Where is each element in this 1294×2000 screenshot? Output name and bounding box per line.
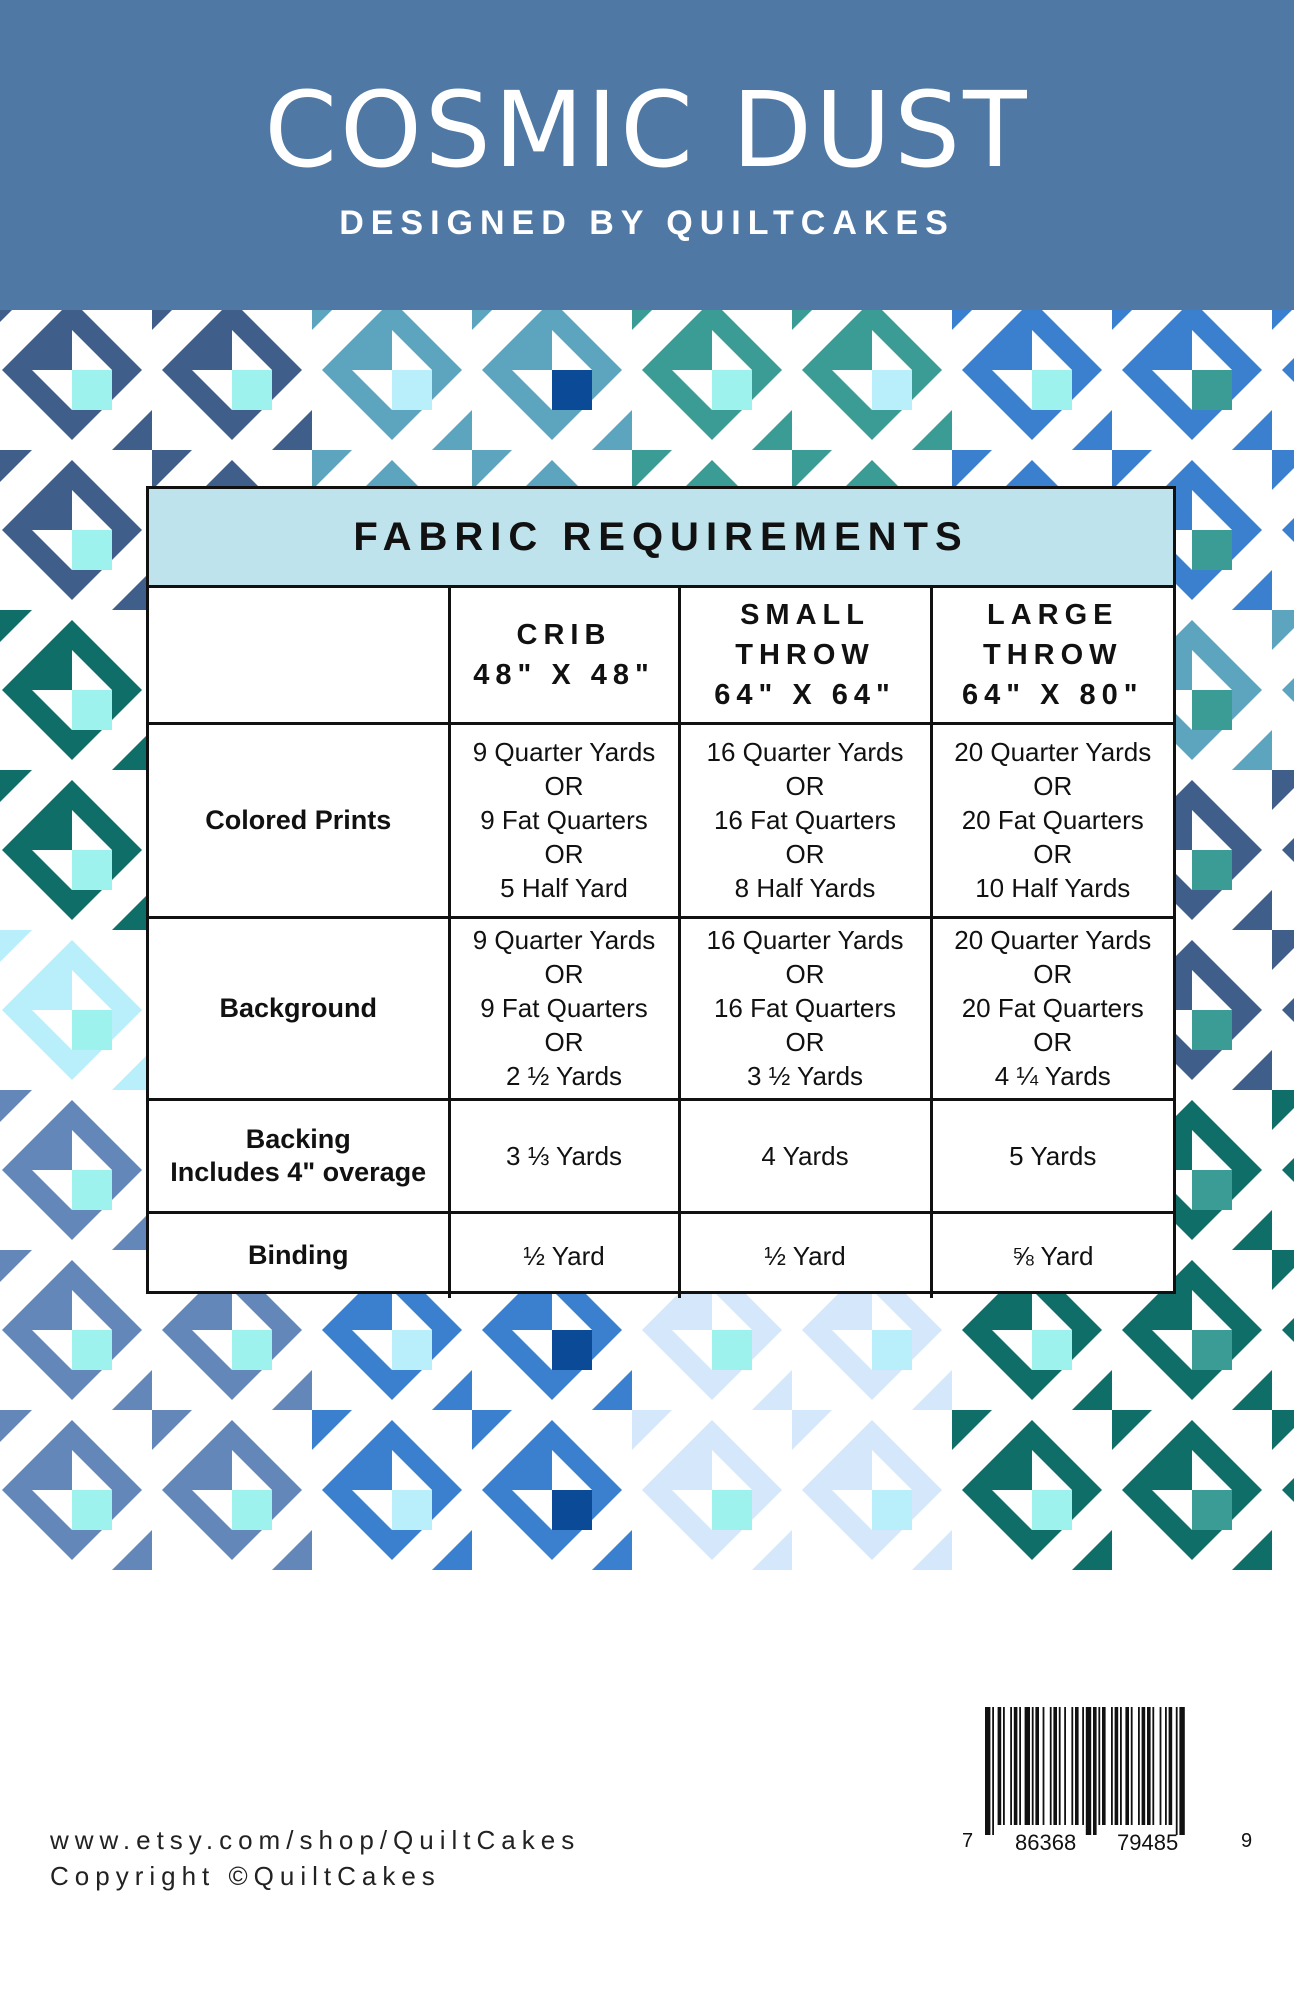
cell-binding-large-throw: ⅝ Yard (931, 1212, 1173, 1298)
barcode-bar (1082, 1707, 1084, 1825)
barcode-bar (1075, 1707, 1079, 1825)
quilt-patch (792, 450, 832, 490)
cell-background-crib (449, 917, 679, 1099)
quilt-patch (752, 1370, 792, 1410)
quilt-patch (432, 1530, 472, 1570)
empty-corner-cell (149, 588, 449, 723)
barcode-bar (1147, 1707, 1151, 1825)
value-line: OR (544, 959, 584, 989)
quilt-square (72, 1170, 112, 1210)
value-line: 20 Fat Quarters (961, 805, 1144, 835)
barcode-bar (1019, 1707, 1021, 1825)
cell-background-large-throw (931, 917, 1173, 1099)
column-header-crib (449, 588, 679, 723)
value-line: 5 Half Yard (500, 873, 628, 903)
quilt-square (392, 1490, 432, 1530)
row-label-background: Background (149, 917, 449, 1099)
quilt-patch (112, 410, 152, 450)
quilt-patch (752, 410, 792, 450)
quilt-square (712, 1330, 752, 1370)
barcode-bar (1053, 1707, 1057, 1825)
quilt-patch (1282, 940, 1294, 1080)
quilt-patch (472, 450, 512, 490)
quilt-patch (912, 1530, 952, 1570)
quilt-patch (472, 310, 512, 330)
quilt-patch (1272, 770, 1294, 810)
barcode-bar (1142, 1707, 1146, 1825)
barcode-group-2: 79485 (1117, 1830, 1179, 1855)
value-line: 16 Quarter Yards (706, 925, 904, 955)
barcode-bar (985, 1707, 990, 1835)
value-line: OR (1033, 959, 1073, 989)
barcode-bar (1059, 1707, 1061, 1825)
copyright-text: Copyright ©QuiltCakes (50, 1861, 441, 1891)
value-line: OR (544, 1027, 584, 1057)
quilt-square (232, 1330, 272, 1370)
quilt-square (232, 370, 272, 410)
quilt-square (72, 1010, 112, 1050)
barcode-digit-left: 7 (962, 1830, 974, 1852)
quilt-patch (1112, 450, 1152, 490)
header-line: SMALL (740, 598, 870, 631)
table-title: FABRIC REQUIREMENTS (149, 489, 1173, 588)
value-line: 16 Fat Quarters (713, 805, 897, 835)
barcode-bar (1086, 1707, 1091, 1835)
cell-binding-small-throw: ½ Yard (679, 1212, 931, 1298)
cell-binding-crib: ½ Yard (449, 1212, 679, 1298)
quilt-patch (1282, 780, 1294, 920)
barcode-digit-right: 9 (1241, 1830, 1253, 1852)
value-line: 9 Quarter Yards (472, 737, 656, 767)
quilt-patch (1272, 310, 1294, 330)
quilt-square (1032, 1330, 1072, 1370)
value-line: OR (1033, 771, 1073, 801)
quilt-patch (1232, 1530, 1272, 1570)
quilt-patch (952, 450, 992, 490)
value-line: 16 Quarter Yards (706, 737, 904, 767)
quilt-patch (0, 1250, 32, 1290)
quilt-square (1192, 1330, 1232, 1370)
quilt-patch (0, 1410, 32, 1450)
barcode-bar (1050, 1707, 1052, 1825)
quilt-patch (272, 1530, 312, 1570)
quilt-square (712, 1490, 752, 1530)
quilt-square (72, 530, 112, 570)
barcode-bar (1043, 1707, 1045, 1825)
quilt-patch (1282, 1260, 1294, 1400)
barcode-bar (1102, 1707, 1106, 1825)
barcode-bar (1010, 1707, 1012, 1825)
barcode-bar (1115, 1707, 1119, 1825)
quilt-patch (1282, 620, 1294, 760)
barcode-bar (998, 1707, 1002, 1825)
value-line: OR (785, 839, 825, 869)
quilt-patch (592, 1370, 632, 1410)
backing-note: Includes 4" overage (170, 1156, 427, 1187)
header-line: 64" X 80" (962, 678, 1144, 711)
row-background (149, 917, 1173, 1099)
quilt-patch (1272, 610, 1294, 650)
column-header-small-throw (679, 588, 931, 723)
footer-text (50, 1822, 580, 1894)
barcode-bar (1179, 1707, 1184, 1835)
quilt-patch (0, 310, 32, 330)
quilt-patch (912, 1370, 952, 1410)
quilt-patch (1272, 1410, 1294, 1450)
quilt-patch (152, 310, 192, 330)
quilt-patch (1232, 1050, 1272, 1090)
quilt-square (1032, 370, 1072, 410)
value-line: 8 Half Yards (734, 873, 876, 903)
quilt-patch (1272, 1250, 1294, 1290)
barcode-bar (1176, 1707, 1178, 1835)
quilt-patch (1232, 890, 1272, 930)
barcode-bar (1032, 1707, 1034, 1825)
quilt-square (72, 1330, 112, 1370)
value-line: OR (785, 959, 825, 989)
value-line: OR (785, 1027, 825, 1057)
barcode-bar (1169, 1707, 1173, 1825)
quilt-patch (1072, 1370, 1112, 1410)
quilt-patch (272, 1370, 312, 1410)
quilt-patch (752, 1530, 792, 1570)
quilt-patch (312, 1410, 352, 1450)
pattern-title: COSMIC DUST (264, 69, 1030, 191)
quilt-patch (0, 770, 32, 810)
quilt-square (552, 1330, 592, 1370)
quilt-square (1192, 690, 1232, 730)
quilt-square (72, 370, 112, 410)
quilt-square (392, 370, 432, 410)
row-label-colored-prints: Colored Prints (149, 723, 449, 917)
quilt-patch (0, 1090, 32, 1130)
quilt-patch (432, 410, 472, 450)
quilt-patch (632, 1410, 672, 1450)
quilt-patch (0, 610, 32, 650)
cell-backing-large-throw: 5 Yards (931, 1099, 1173, 1212)
quilt-patch (1112, 1410, 1152, 1450)
barcode-bar (1165, 1707, 1167, 1825)
quilt-square (872, 370, 912, 410)
quilt-square (872, 1490, 912, 1530)
website-link[interactable]: www.etsy.com/shop/QuiltCakes (50, 1825, 581, 1855)
barcode-bar (992, 1707, 994, 1835)
fabric-requirements-table (146, 486, 1176, 1294)
barcode (952, 1697, 1262, 1857)
barcode-bar (1093, 1707, 1097, 1835)
cell-backing-crib: 3 ⅓ Yards (449, 1099, 679, 1212)
barcode-bar (1003, 1707, 1005, 1825)
quilt-patch (432, 1370, 472, 1410)
value-line: 3 ½ Yards (746, 1061, 864, 1091)
quilt-square (1192, 1010, 1232, 1050)
barcode-bar (1160, 1707, 1162, 1825)
quilt-patch (472, 1410, 512, 1450)
quilt-patch (1072, 410, 1112, 450)
header-line: CRIB (516, 618, 612, 651)
quilt-patch (1282, 1100, 1294, 1240)
quilt-patch (1072, 1530, 1112, 1570)
value-line: 9 Fat Quarters (480, 805, 648, 835)
value-line: 10 Half Yards (975, 873, 1131, 903)
value-line: OR (1033, 1027, 1073, 1057)
quilt-patch (1232, 730, 1272, 770)
barcode-bars (952, 1697, 1262, 1857)
quilt-square (1192, 370, 1232, 410)
quilt-patch (632, 310, 672, 330)
quilt-square (1192, 1170, 1232, 1210)
barcode-bar (1120, 1707, 1122, 1825)
quilt-patch (0, 930, 32, 970)
quilt-square (1032, 1490, 1072, 1530)
quilt-patch (1282, 460, 1294, 600)
barcode-bar (1064, 1707, 1066, 1825)
quilt-square (552, 1490, 592, 1530)
quilt-patch (632, 450, 672, 490)
quilt-patch (0, 450, 32, 490)
barcode-bar (1111, 1707, 1113, 1825)
row-label-binding: Binding (149, 1212, 449, 1298)
quilt-patch (792, 1410, 832, 1450)
quilt-patch (792, 310, 832, 330)
column-header-large-throw (931, 588, 1173, 723)
quilt-patch (112, 1530, 152, 1570)
quilt-square (1192, 850, 1232, 890)
value-line: 20 Quarter Yards (954, 925, 1152, 955)
quilt-patch (1272, 930, 1294, 970)
barcode-bar (1138, 1707, 1140, 1825)
header-line: 48" X 48" (473, 658, 655, 691)
barcode-bar (1152, 1707, 1154, 1825)
quilt-patch (312, 310, 352, 330)
quilt-square (1192, 1490, 1232, 1530)
quilt-patch (312, 450, 352, 490)
barcode-bar (1131, 1707, 1133, 1825)
cell-backing-small-throw: 4 Yards (679, 1099, 931, 1212)
backing-label: Backing (245, 1123, 351, 1154)
barcode-bar (1071, 1707, 1073, 1825)
size-header-row (149, 588, 1173, 723)
quilt-patch (912, 410, 952, 450)
quilt-square (712, 370, 752, 410)
quilt-square (72, 1490, 112, 1530)
quilt-square (232, 1490, 272, 1530)
quilt-patch (1232, 570, 1272, 610)
quilt-patch (1272, 450, 1294, 490)
quilt-patch (952, 310, 992, 330)
row-binding (149, 1212, 1173, 1298)
quilt-patch (592, 1530, 632, 1570)
cell-colored-prints-small-throw (679, 723, 931, 917)
value-line: OR (544, 839, 584, 869)
barcode-bar (1014, 1707, 1018, 1825)
quilt-patch (592, 410, 632, 450)
requirements-grid (149, 588, 1173, 1298)
value-line: 9 Fat Quarters (480, 993, 648, 1023)
header-line: LARGE (987, 598, 1119, 631)
barcode-bar (1098, 1707, 1100, 1825)
header-line: 64" X 64" (714, 678, 896, 711)
row-label-backing (149, 1099, 449, 1212)
quilt-patch (1232, 1370, 1272, 1410)
value-line: 2 ½ Yards (505, 1061, 623, 1091)
header-banner (0, 0, 1294, 310)
barcode-bar (1035, 1707, 1039, 1825)
quilt-square (1192, 530, 1232, 570)
designer-subtitle: DESIGNED BY QUILTCAKES (339, 204, 955, 242)
quilt-patch (152, 450, 192, 490)
value-line: OR (1033, 839, 1073, 869)
value-line: 4 ¼ Yards (994, 1061, 1111, 1091)
quilt-square (72, 850, 112, 890)
quilt-square (552, 370, 592, 410)
quilt-patch (1232, 1210, 1272, 1250)
cell-background-small-throw (679, 917, 931, 1099)
quilt-patch (112, 1370, 152, 1410)
quilt-square (872, 1330, 912, 1370)
value-line: 20 Fat Quarters (961, 993, 1144, 1023)
quilt-patch (952, 1410, 992, 1450)
quilt-square (392, 1330, 432, 1370)
row-colored-prints (149, 723, 1173, 917)
value-line: OR (544, 771, 584, 801)
header-line: THROW (982, 638, 1123, 671)
quilt-patch (152, 1410, 192, 1450)
barcode-bar (1025, 1707, 1030, 1825)
cell-colored-prints-crib (449, 723, 679, 917)
value-line: 16 Fat Quarters (713, 993, 897, 1023)
barcode-bar (1125, 1707, 1129, 1825)
value-line: OR (785, 771, 825, 801)
header-line: THROW (735, 638, 875, 671)
quilt-patch (272, 410, 312, 450)
quilt-patch (1282, 310, 1294, 440)
quilt-patch (1112, 310, 1152, 330)
quilt-square (72, 690, 112, 730)
quilt-patch (1232, 410, 1272, 450)
barcode-group-1: 86368 (1015, 1830, 1077, 1855)
cell-colored-prints-large-throw (931, 723, 1173, 917)
row-backing (149, 1099, 1173, 1212)
quilt-patch (1282, 1420, 1294, 1560)
value-line: 9 Quarter Yards (472, 925, 656, 955)
value-line: 20 Quarter Yards (954, 737, 1152, 767)
quilt-patch (1272, 1090, 1294, 1130)
